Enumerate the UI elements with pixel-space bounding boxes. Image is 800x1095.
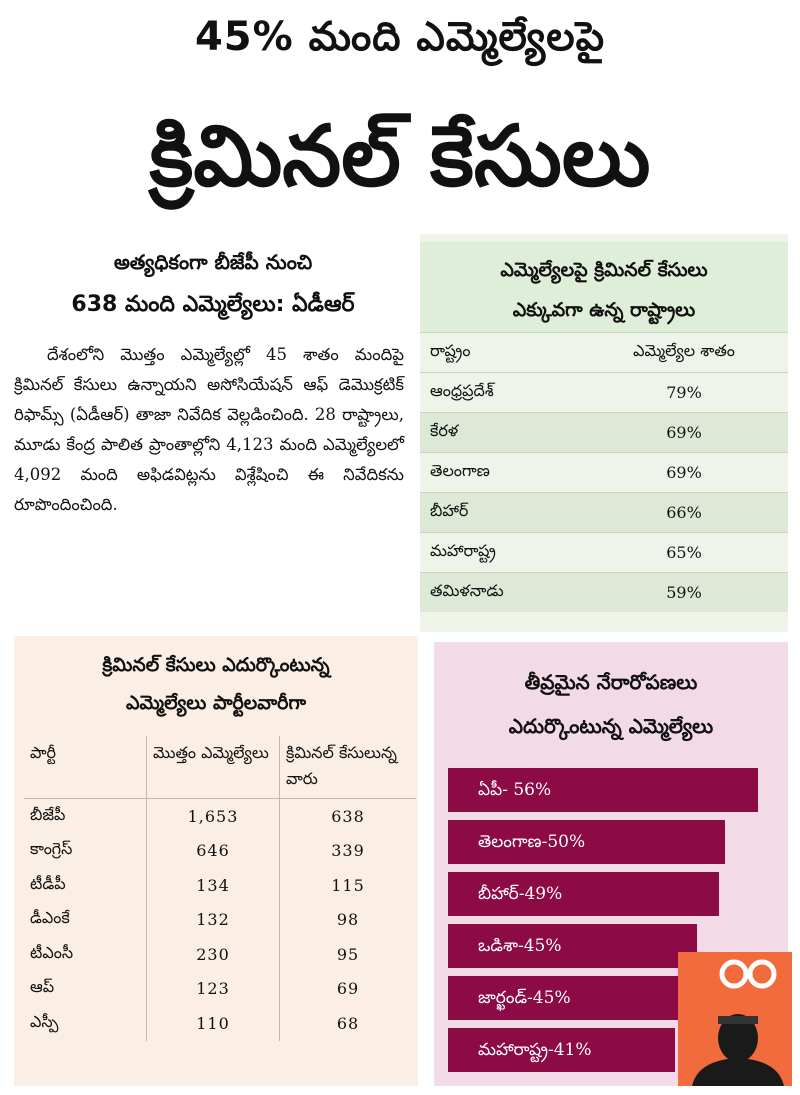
party-title [14, 646, 418, 722]
serious-bar-label: ఒడిశా-45% [478, 936, 562, 956]
state-name: ఆంధ్రప్రదేశ్ [420, 373, 580, 413]
party-total: 123 [147, 972, 280, 1007]
party-total: 132 [147, 903, 280, 938]
states-row [420, 493, 788, 533]
party-total: 134 [147, 868, 280, 903]
state-name: తెలంగాణ [420, 453, 580, 493]
serious-bar [448, 924, 697, 968]
serious-bar [448, 768, 758, 812]
states-row [420, 453, 788, 493]
party-row [24, 972, 416, 1007]
serious-bar-label: మహారాష్ట్ర-41% [478, 1040, 592, 1060]
party-total: 230 [147, 937, 280, 972]
handcuff-illustration [678, 952, 792, 1086]
serious-bar [448, 976, 697, 1020]
party-col-criminal: క్రిమినల్ కేసులున్న వారు [280, 736, 417, 799]
states-row [420, 573, 788, 613]
party-name: టీఎంసీ [24, 937, 147, 972]
party-title-line-2: ఎమ్మెల్యేలు పార్టీలవారీగా [126, 692, 306, 714]
states-col-pct: ఎమ్మెల్యేల శాతం [580, 333, 788, 373]
states-title-line-2: ఎక్కువగా ఉన్న రాష్ట్రాలు [512, 299, 696, 321]
party-name: టీడీపీ [24, 868, 147, 903]
party-criminal: 115 [331, 875, 365, 895]
states-box [420, 234, 788, 632]
serious-bar-label: జార్ఖండ్-45% [478, 988, 571, 1008]
serious-bar-label: తెలంగాణ-50% [478, 832, 586, 852]
serious-bar [448, 820, 725, 864]
party-name: బీజేపీ [24, 799, 147, 834]
party-total: 1,653 [147, 799, 280, 834]
states-title [420, 242, 788, 332]
party-criminal: 69 [336, 979, 360, 999]
article-body: దేశంలోని మొత్తం ఎమ్మెల్యేల్లో 45 శాతం మందిపై క్రిమినల్ కేసులు ఉన్నాయని అసోసియేషన్ ఆఫ్ డెమొక్రటిక్ రిఫామ్స్ (ఏడీఆర్) తాజా నివేదిక వెల్లడించింది. 28 రాష్ట్రాలు, మూడు కేంద్ర పాలిత ప్రాంతాల్లోని 4,123 మంది ఎమ్మెల్యేలలో 4,092 మంది అఫిడవిట్లను విశ్లేషించి ఈ నివేదికను రూపొందించింది. [14, 345, 404, 514]
serious-bar [448, 1028, 675, 1072]
state-name: మహారాష్ట్ర [420, 533, 580, 573]
state-name: బీహార్ [420, 493, 580, 533]
article-subhead-2: 638 మంది ఎమ్మెల్యేలు: ఏడీఆర్ [71, 292, 355, 317]
party-total: 110 [147, 1006, 280, 1041]
party-criminal: 638 [331, 806, 365, 826]
party-title-line-1: క్రిమినల్ కేసులు ఎదుర్కొంటున్న [102, 654, 330, 676]
party-header-row [24, 736, 416, 799]
party-criminal: 98 [336, 910, 360, 930]
state-pct: 79% [580, 373, 788, 413]
serious-bar [448, 872, 719, 916]
party-row [24, 1006, 416, 1041]
state-name: తమిళనాడు [420, 573, 580, 613]
party-col-total: మొత్తం ఎమ్మెల్యేలు [147, 736, 280, 799]
party-name: ఆప్ [24, 972, 147, 1007]
states-row [420, 373, 788, 413]
headline-line-2: క్రిమినల్ కేసులు [149, 107, 651, 205]
state-pct: 59% [580, 573, 788, 613]
state-name: కేరళ [420, 413, 580, 453]
states-row [420, 413, 788, 453]
serious-bar-label: ఏపీ- 56% [478, 780, 552, 800]
party-total: 646 [147, 834, 280, 869]
party-criminal: 95 [336, 944, 360, 964]
party-row [24, 937, 416, 972]
states-col-state: రాష్ట్రం [420, 333, 580, 373]
party-row [24, 834, 416, 869]
party-name: ఎస్పీ [24, 1006, 147, 1041]
states-header-row [420, 333, 788, 373]
states-title-line-1: ఎమ్మెల్యేలపై క్రిమినల్ కేసులు [500, 259, 708, 281]
party-row [24, 868, 416, 903]
handcuff-icon [678, 952, 792, 1086]
party-name: డీఎంకే [24, 903, 147, 938]
party-row [24, 799, 416, 834]
state-pct: 65% [580, 533, 788, 573]
states-table [420, 332, 788, 612]
serious-title-line-1: తీవ్రమైన నేరారోపణలు [524, 670, 698, 694]
party-box [14, 636, 418, 1086]
serious-title-line-2: ఎదుర్కొంటున్న ఎమ్మెల్యేలు [508, 714, 714, 738]
state-pct: 69% [580, 413, 788, 453]
state-pct: 69% [580, 453, 788, 493]
party-table [24, 736, 416, 1041]
party-criminal: 68 [336, 1013, 360, 1033]
party-name: కాంగ్రెస్ [24, 834, 147, 869]
party-col-party: పార్టీ [24, 736, 147, 799]
headline-line-1: 45% మంది ఎమ్మెల్యేలపై [194, 14, 606, 60]
serious-bar-label: బీహార్-49% [478, 884, 563, 904]
states-row [420, 533, 788, 573]
party-criminal: 339 [331, 841, 365, 861]
state-pct: 66% [580, 493, 788, 533]
serious-title [434, 660, 788, 748]
party-row [24, 903, 416, 938]
article-subhead-1: అత్యధికంగా బీజేపీ నుంచి [113, 250, 313, 274]
